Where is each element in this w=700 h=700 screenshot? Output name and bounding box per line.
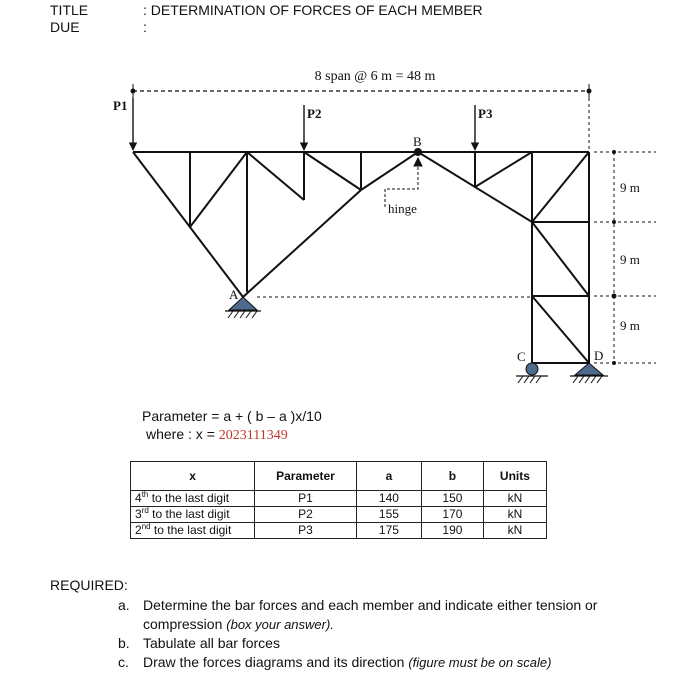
cell-a: 175 — [356, 523, 421, 539]
title-value: : DETERMINATION OF FORCES OF EACH MEMBER — [143, 2, 483, 18]
title-label: TITLE — [50, 2, 89, 18]
required-item-marker: c. — [118, 654, 129, 670]
height-label-3: 9 m — [620, 318, 640, 333]
hinge-label: hinge — [388, 201, 417, 216]
span-label: 8 span @ 6 m = 48 m — [314, 69, 436, 84]
table-row — [131, 507, 547, 523]
cell-parameter: P3 — [255, 523, 357, 539]
cell-b: 150 — [422, 491, 484, 507]
load-label-p3: P3 — [478, 106, 493, 121]
load-arrows — [133, 98, 475, 150]
cell-units: kN — [483, 491, 546, 507]
node-label-a: A — [229, 287, 239, 302]
cell-b: 170 — [422, 507, 484, 523]
required-item — [118, 634, 678, 653]
column-header-parameter: Parameter — [255, 462, 357, 491]
cell-x: 4th to the last digit — [131, 491, 255, 507]
cell-b: 190 — [422, 523, 484, 539]
node-label-b: B — [413, 134, 422, 149]
node-label-c: C — [517, 349, 526, 364]
truss-members — [133, 152, 589, 363]
cell-x: 3rd to the last digit — [131, 507, 255, 523]
cell-units: kN — [483, 523, 546, 539]
node-label-d: D — [594, 348, 604, 363]
load-label-p1: P1 — [113, 98, 128, 113]
column-header-units: Units — [483, 462, 546, 491]
required-item-note: (box your answer). — [226, 617, 334, 632]
due-value: : — [143, 19, 147, 35]
required-item-note: (figure must be on scale) — [408, 655, 552, 670]
table-header-row — [131, 462, 547, 491]
required-item — [118, 596, 678, 634]
required-heading: REQUIRED: — [50, 577, 128, 593]
cell-a: 155 — [356, 507, 421, 523]
where-prefix: where : x = — [146, 426, 219, 442]
x-value: 2023111349 — [218, 428, 288, 443]
required-item-text: Draw the forces diagrams and its direction (figure must be on scale) — [143, 654, 552, 670]
height-label-2: 9 m — [620, 252, 640, 267]
required-item-marker: b. — [118, 635, 130, 651]
hinge-b-marker — [414, 148, 422, 156]
parameter-table — [130, 461, 547, 539]
cell-parameter: P2 — [255, 507, 357, 523]
hinge-pointer — [385, 158, 422, 207]
where-line — [146, 426, 288, 444]
cell-units: kN — [483, 507, 546, 523]
height-label-1: 9 m — [620, 180, 640, 195]
required-list — [118, 596, 678, 672]
required-item — [118, 653, 678, 672]
load-label-p2: P2 — [307, 106, 322, 121]
cell-x: 2nd to the last digit — [131, 523, 255, 539]
required-item-text: Tabulate all bar forces — [143, 635, 280, 651]
column-header-x: x — [131, 462, 255, 491]
table-row — [131, 523, 547, 539]
required-item-marker: a. — [118, 597, 130, 613]
support-d — [570, 363, 608, 383]
column-header-b: b — [422, 462, 484, 491]
required-item-text: Determine the bar forces and each member and indicate either tension or compression (box your answer). — [143, 597, 598, 632]
span-dimension — [131, 84, 592, 152]
parameter-formula: Parameter = a + ( b – a )x/10 — [142, 408, 322, 424]
due-label: DUE — [50, 19, 80, 35]
cell-parameter: P1 — [255, 491, 357, 507]
cell-a: 140 — [356, 491, 421, 507]
support-c — [516, 363, 548, 383]
table-row — [131, 491, 547, 507]
column-header-a: a — [356, 462, 421, 491]
